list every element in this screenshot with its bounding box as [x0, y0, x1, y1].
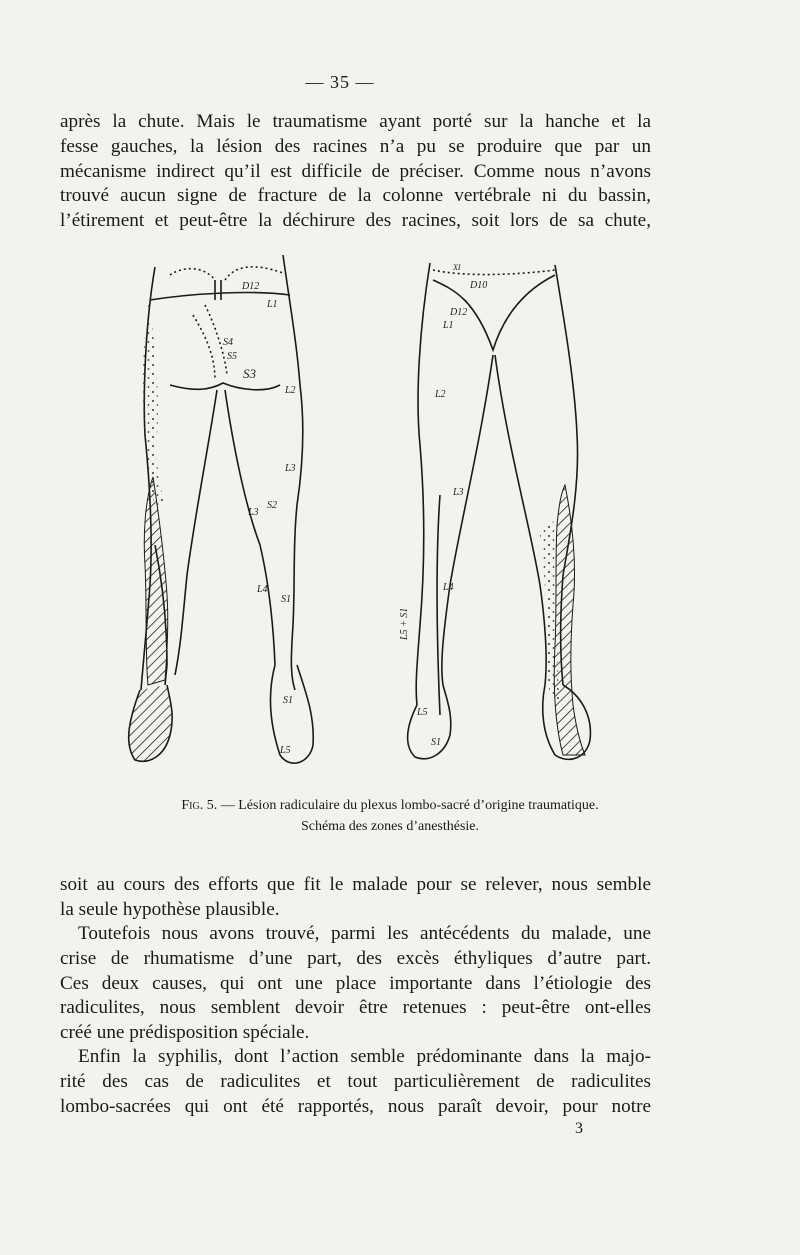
text-line: Enfin la syphilis, dont l’action semble prédominante dans la majo-: [78, 1046, 651, 1067]
front-outline-left: [416, 263, 430, 705]
label-l5s1-front: L5 + S1: [399, 607, 410, 640]
label-l2-back: L2: [285, 385, 296, 396]
back-inner-thigh-left: [175, 390, 217, 675]
back-dotted-sacral: [193, 305, 227, 380]
page-number: — 35 —: [305, 72, 375, 92]
label-l1-back: L1: [267, 299, 278, 310]
label-d10: D10: [470, 280, 488, 291]
label-l2-front: L2: [435, 389, 446, 400]
text-line: radiculites, nous semblent devoir être retenues : peut-être ont-elles: [60, 997, 651, 1019]
back-inner-thigh-right: [225, 390, 275, 665]
front-hatched-anesthesia: [554, 485, 585, 755]
text-line: lombo-sacrées qui ont été rapportés, nous paraît devoir, pour notre: [60, 1095, 651, 1117]
label-d12-back: D12: [242, 281, 260, 292]
label-l1-front: L1: [443, 320, 454, 331]
paragraph-top: [60, 110, 651, 234]
label-l3-back-upper: L3: [285, 463, 296, 474]
label-s1-back-heel: S1: [283, 695, 293, 706]
figure-dermatome-diagram: [115, 245, 615, 785]
label-d12-front: D12: [450, 307, 468, 318]
text-line: la seule hypothèse plausible.: [60, 898, 280, 920]
front-labels: [399, 263, 487, 748]
text-line: crise de rhumatisme d’une part, des excès éthyliques d’autre part.: [60, 947, 651, 969]
label-xi: XI: [453, 263, 461, 272]
front-shin-line: [437, 495, 440, 715]
label-s3: S3: [243, 366, 256, 381]
label-l5-back: L5: [280, 745, 291, 756]
text-line: trouvé aucun signe de fracture de la colonne vertébrale ni du bassin,: [60, 185, 651, 207]
back-labels: [223, 281, 296, 756]
figure-caption-line-1: [80, 796, 700, 816]
text-line: créé une prédisposition spéciale.: [60, 1022, 310, 1044]
front-inner-right: [495, 355, 546, 685]
back-buttock-line: [170, 383, 280, 390]
text-line: l’étirement et peut-être la déchirure des racines, soit lors de sa chute,: [60, 210, 651, 232]
front-inner-left: [442, 355, 493, 685]
figure-caption-prefix: Fig. 5.: [181, 798, 218, 813]
back-hatched-anesthesia: [144, 477, 168, 685]
figure-caption-text: — Lésion radiculaire du plexus lombo-sacré d’origine traumatique.: [220, 798, 599, 813]
label-s1-front: S1: [431, 737, 441, 748]
paragraph-bottom-3: [60, 1045, 651, 1119]
paragraph-bottom-2: [60, 922, 651, 1046]
label-l3-front: L3: [453, 487, 464, 498]
back-left-foot: [129, 685, 172, 761]
text-line: soit au cours des efforts que fit le malade pour se relever, nous semble: [60, 874, 651, 895]
back-sacrum: [215, 280, 221, 300]
text-line: Ces deux causes, qui ont une place importante dans l’étiologie des: [60, 972, 651, 994]
text-line: après la chute. Mais le traumatisme ayant porté sur la hanche et la: [60, 111, 651, 132]
label-l3-back-lower: L3: [248, 507, 259, 518]
figure-caption-line-2: Schéma des zones d’anesthésie.: [300, 819, 480, 834]
label-s2: S2: [267, 500, 277, 511]
front-left-foot: [408, 685, 451, 759]
text-line: rité des cas de radiculites et tout particulièrement de radiculites: [60, 1070, 651, 1092]
text-line: mécanisme indirect qu’il est difficile de préciser. Comme nous n’avons: [60, 160, 651, 182]
paragraph-bottom-1: [60, 873, 651, 923]
label-s5: S5: [227, 351, 237, 362]
label-s4: S4: [223, 337, 233, 348]
front-waist: [433, 270, 555, 275]
label-s1-back-calf: S1: [281, 594, 291, 605]
back-dotted-upper: [170, 267, 283, 280]
signature-mark: 3: [575, 1120, 583, 1137]
text-line: fesse gauches, la lésion des racines n’a pu se produire que par un: [60, 135, 651, 157]
back-dotted-anesthesia: [143, 300, 165, 507]
label-l4-front: L4: [443, 582, 454, 593]
text-line: Toutefois nous avons trouvé, parmi les antécédents du malade, une: [78, 923, 651, 944]
label-l5-front: L5: [417, 707, 428, 718]
label-l4-back: L4: [257, 584, 268, 595]
legs-diagram: [115, 245, 615, 785]
